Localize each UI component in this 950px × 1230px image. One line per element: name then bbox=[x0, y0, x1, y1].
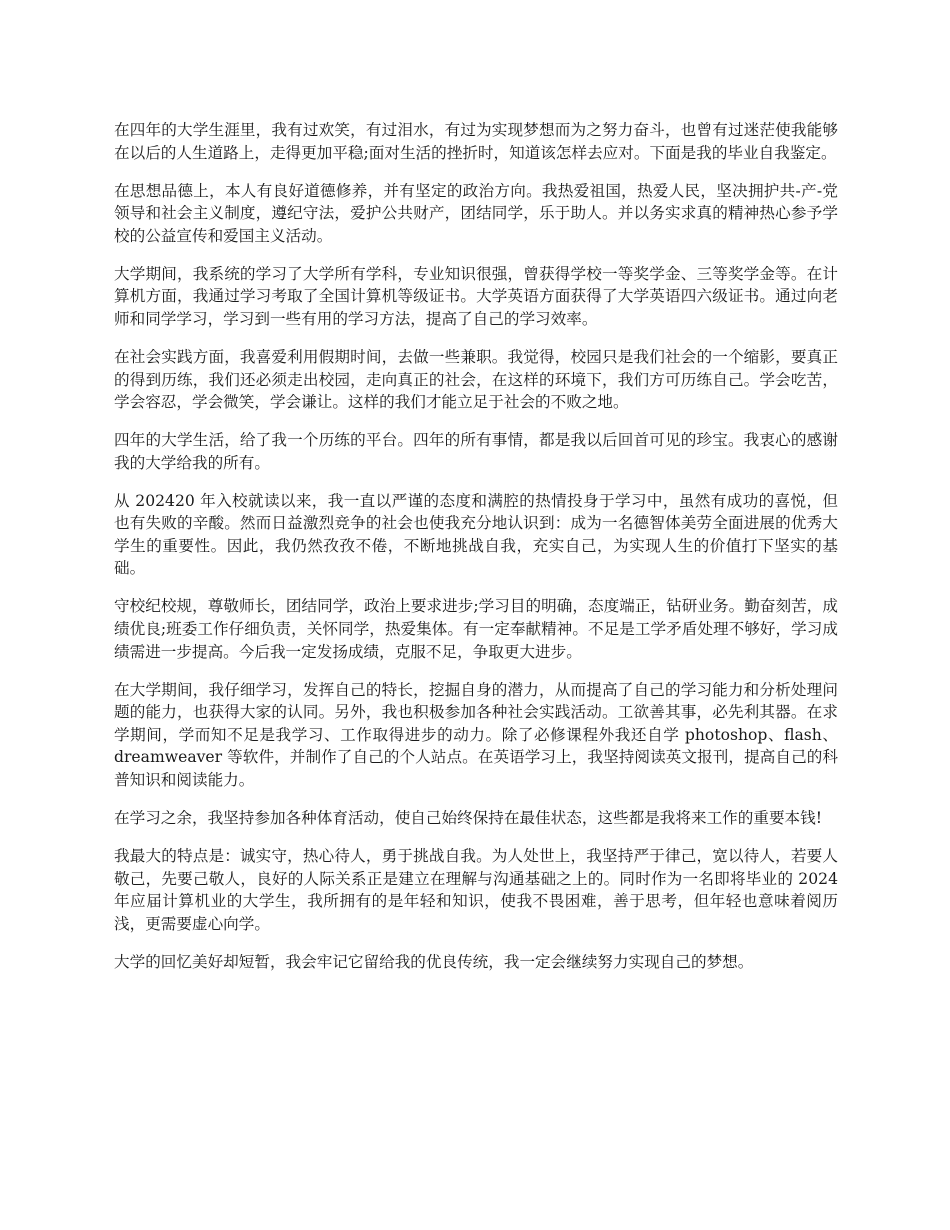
paragraph-moral-character: 在思想品德上，本人有良好道德修养，并有坚定的政治方向。我热爱祖国，热爱人民，坚决拥护共-产-党领导和社会主义制度，遵纪守法，爱护公共财产，团结同学，乐于助人。并以务实求真的精神热心参予学校的公益宣传和爱国主义活动。 bbox=[114, 181, 838, 245]
paragraph-social-practice: 在社会实践方面，我喜爱利用假期时间，去做一些兼职。我觉得，校园只是我们社会的一个缩影，要真正的得到历练，我们还必须走出校园，走向真正的社会，在这样的环境下，我们方可历练自己。学会吃苦，学会容忍，学会微笑，学会谦让。这样的我们才能立足于社会的不败之地。 bbox=[114, 347, 838, 412]
paragraph-personality: 我最大的特点是：诚实守，热心待人，勇于挑战自我。为人处世上，我坚持严于律己，宽以待人，若要人敬己，先要己敬人，良好的人际关系正是建立在理解与沟通基础之上的。同时作为一名即将毕业的 2024 年应届计算机业的大学生，我所拥有的是年轻和知识，使我不畏困难，善于思考，但年轻也意味着阅历浅，更需要虚心向学。 bbox=[114, 846, 838, 933]
paragraph-four-years: 四年的大学生活，给了我一个历练的平台。四年的所有事情，都是我以后回首可见的珍宝。我衷心的感谢我的大学给我的所有。 bbox=[114, 431, 838, 472]
paragraph-study-abilities: 在大学期间，我仔细学习，发挥自己的特长，挖掘自身的潜力，从而提高了自己的学习能力和分析处理问题的能力，也获得大家的认同。另外，我也积极参加各种社会实践活动。工欲善其事，必先利其器。在求学期间，学而知不足是我学习、工作取得进步的动力。除了必修课程外我还自学 photoshop、flash、dreamweaver 等软件，并制作了自己的个人站点。在英语学习上，我坚持阅读英文报刊，提高自己的科普知识和阅读能力。 bbox=[114, 680, 838, 789]
paragraph-discipline: 守校纪校规，尊敬师长，团结同学，政治上要求进步;学习目的明确，态度端正，钻研业务。勤奋刻苦，成绩优良;班委工作仔细负责，关怀同学，热爱集体。有一定奉献精神。不足是工学矛盾处理不够好，学习成绩需进一步提高。今后我一定发扬成绩，克服不足，争取更大进步。 bbox=[114, 597, 838, 661]
paragraph-since-enrollment: 从 202420 年入校就读以来，我一直以严谨的态度和满腔的热情投身于学习中，虽然有成功的喜悦，但也有失败的辛酸。然而日益激烈竞争的社会也使我充分地认识到：成为一名德智体美劳全面进展的优秀大学生的重要性。因此，我仍然孜孜不倦，不断地挑战自我，充实自己，为实现人生的价值打下坚实的基础。 bbox=[114, 491, 838, 578]
paragraph-intro: 在四年的大学生涯里，我有过欢笑，有过泪水，有过为实现梦想而为之努力奋斗，也曾有过迷茫使我能够在以后的人生道路上，走得更加平稳;面对生活的挫折时，知道该怎样去应对。下面是我的毕业自我鉴定。 bbox=[114, 121, 838, 162]
paragraph-conclusion: 大学的回忆美好却短暂，我会牢记它留给我的优良传统，我一定会继续努力实现自己的梦想。 bbox=[114, 952, 754, 971]
paragraph-academics: 大学期间，我系统的学习了大学所有学科，专业知识很强，曾获得学校一等奖学金、三等奖学金等。在计算机方面，我通过学习考取了全国计算机等级证书。大学英语方面获得了大学英语四六级证书。通过向老师和同学学习，学习到一些有用的学习方法，提高了自己的学习效率。 bbox=[114, 264, 838, 328]
paragraph-sports: 在学习之余，我坚持参加各种体育活动，使自己始终保持在最佳状态，这些都是我将来工作的重要本钱! bbox=[114, 808, 822, 827]
document-body bbox=[114, 119, 838, 989]
